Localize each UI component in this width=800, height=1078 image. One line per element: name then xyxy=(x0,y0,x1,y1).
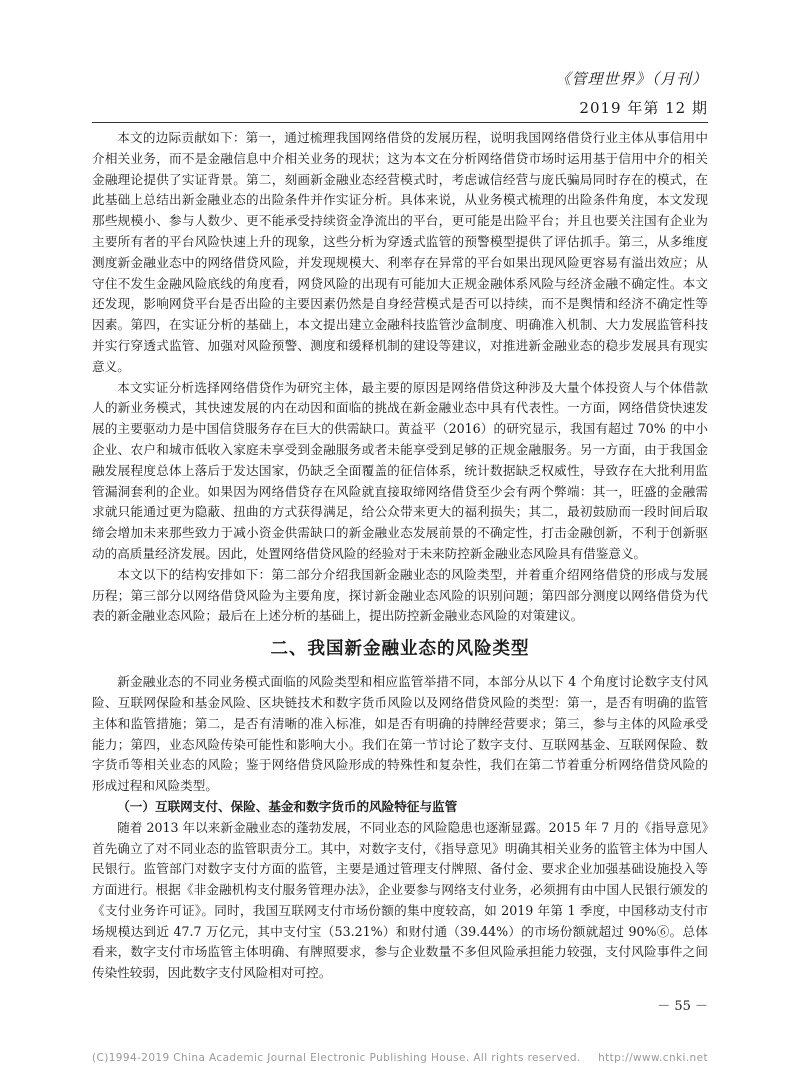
subsection-heading: （一）互联网支付、保险、基金和数字货币的风险特征与监管 xyxy=(117,798,458,814)
header-rule xyxy=(92,122,708,123)
cnki-link[interactable]: http://www.cnki.net xyxy=(598,1052,708,1064)
copyright-footer xyxy=(92,1052,708,1064)
paragraph-section-intro: 新金融业态的不同业务模式面临的风险类型和相应监管举措不同，本部分从以下 4 个角度讨论数字支付风险、互联网保险和基金风险、区块链技术和数字货币风险以及网络借贷风险的类型：第一，是否有明确的监管主体和监管措施；第二，是否有清晰的准入标准，如是否有明确的持牌经营要求；第三，参与主体的风险承受能力；第四，业态风险传染可能性和影响大小。我们在第一节讨论了数字支付、互联网基金、互联网保险、数字货币等相关业态的风险；鉴于网络借贷风险形成的特殊性和复杂性，我们在第二节着重分析网络借贷风险的形成过程和风险类型。 xyxy=(92,674,708,794)
paragraph-digital-payment: 随着 2013 年以来新金融业态的蓬勃发展，不同业态的风险隐患也逐渐显露。2015 年 7 月的《指导意见》首先确立了对不同业态的监管职责分工。其中，对数字支付，《指导意见》明确其相关业务的监管主体为中国人民银行。监管部门对数字支付方面的监管，主要是通过管理支付牌照、备付金、要求企业加强基础设施投入等方面进行。根据《非金融机构支付服务管理办法》，企业要参与网络支付业务，必须拥有由中国人民银行颁发的《支付业务许可证》。同时，我国互联网支付市场份额的集中度较高，如 2019 年第 1 季度，中国移动支付市场规模达到近 47.7 万亿元，其中支付宝（53.21%）和财付通（39.44%）的市场份额就超过 90%⑥。总体看来，数字支付市场监管主体明确、有牌照要求，参与企业数量不多但风险承担能力较强，支付风险事件之间传染性较弱，因此数字支付风险相对可控。 xyxy=(92,819,708,981)
article-body xyxy=(92,128,708,984)
paragraph-contributions: 本文的边际贡献如下：第一，通过梳理我国网络借贷的发展历程，说明我国网络借贷行业主体从事信用中介相关业务，而不是金融信息中介相关业务的现状；这为本文在分析网络借贷市场时运用基于信用中介的相关金融理论提供了实证背景。第二，刻画新金融业态经营模式时，考虑诚信经营与庞氏骗局同时存在的模式，在此基础上总结出新金融业态的出险条件并作实证分析。具体来说，从业务模式梳理的出险条件角度，本文发现那些规模小、参与人数少、更不能承受持续资金净流出的平台，更可能是出险平台；并且也要关注国有企业为主要所有者的平台风险快速上升的现象，这些分析为穿透式监管的预警模型提供了评估抓手。第三，从多维度测度新金融业态中的网络借贷风险，并发现规模大、利率存在异常的平台如果出现风险更容易有溢出效应；从守住不发生金融风险底线的角度看，网贷风险的出现有可能加大正规金融体系风险与经济金融不确定性。本文还发现，影响网贷平台是否出险的主要因素仍然是自身经营模式是否可以持续，而不是舆情和经济不确定性等因素。第四，在实证分析的基础上，本文提出建立金融科技监管沙盒制度、明确准入机制、大力发展监管科技并实行穿透式监管、加强对风险预警、测度和缓释机制的建设等建议，对推进新金融业态的稳步发展具有现实意义。 xyxy=(92,130,708,374)
issue-number: 2019 年第 12 期 xyxy=(579,99,708,117)
section-heading: 二、我国新金融业态的风险类型 xyxy=(270,639,530,660)
copyright-text: (C)1994-2019 China Academic Journal Electronic Publishing House. All rights reserved. xyxy=(92,1052,581,1064)
paragraph-research-subject: 本文实证分析选择网络借贷作为研究主体，最主要的原因是网络借贷这种涉及大量个体投资人与个体借款人的新业务模式，其快速发展的内在动因和面临的挑战在新金融业态中具有代表性。一方面，网络借贷快速发展的主要驱动力是中国信贷服务存在巨大的供需缺口。黄益平（2016）的研究显示，我国有超过 70% 的中小企业、农户和城市低收入家庭未享受到金融服务或者未能享受到足够的正规金融服务。另一方面，由于我国金融发展程度总体上落后于发达国家，仍缺乏全面覆盖的征信体系，统计数据缺乏权威性，导致存在大批利用监管漏洞套利的企业。如果因为网络借贷存在风险就直接取缔网络借贷至少会有两个弊端：其一，旺盛的金融需求就只能通过更为隐蔽、扭曲的方式获得满足，给公众带来更大的福利损失；其二，最初鼓励而一段时间后取缔会增加未来那些致力于减小资金供需缺口的新金融业态发展前景的不确定性，打击金融创新，不利于创新驱动的高质量经济发展。因此，处置网络借贷风险的经验对于未来防控新金融业态风险具有借鉴意义。 xyxy=(92,379,708,561)
paragraph-structure: 本文以下的结构安排如下：第二部分介绍我国新金融业态的风险类型，并着重介绍网络借贷的形成与发展历程；第三部分以网络借贷风险为主要角度，探讨新金融业态风险的识别问题；第四部分测度以网络借贷为代表的新金融业态风险；最后在上述分析的基础上，提出防控新金融业态风险的对策建议。 xyxy=(92,566,708,624)
page-number: － 55 － xyxy=(657,999,708,1014)
journal-name: 《管理世界》（月刊） xyxy=(555,70,708,88)
